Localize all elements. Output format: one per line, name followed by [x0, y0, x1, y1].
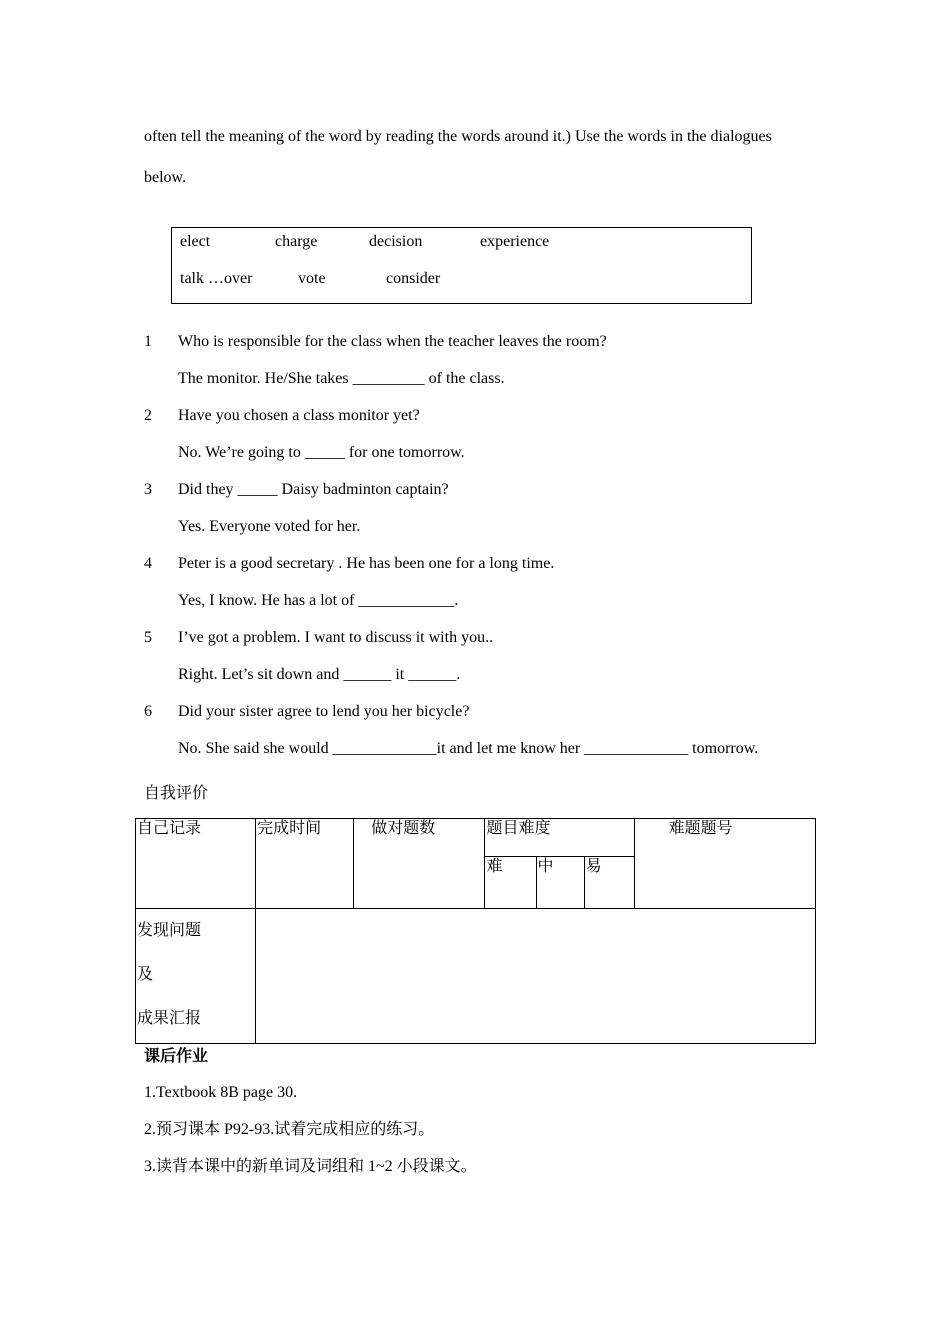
- question-1-answer: The monitor. He/She takes _________ of the class.: [178, 370, 505, 387]
- cell-hard-question-numbers: 难题题号: [634, 819, 815, 909]
- word-elect: elect: [180, 233, 211, 250]
- question-6-number: 6: [144, 703, 152, 720]
- cell-difficulty: 题目难度: [485, 819, 634, 857]
- question-3-number: 3: [144, 481, 152, 498]
- self-eval-heading: 自我评价: [144, 785, 209, 802]
- question-4-number: 4: [144, 555, 152, 572]
- problems-label-1: 发现问题: [137, 922, 202, 940]
- word-box: [171, 227, 752, 304]
- question-5-text: I’ve got a problem. I want to discuss it with you..: [178, 629, 494, 646]
- question-1-number: 1: [144, 333, 152, 350]
- question-1-text: Who is responsible for the class when the teacher leaves the room?: [178, 333, 607, 350]
- question-5-number: 5: [144, 629, 152, 646]
- word-experience: experience: [480, 233, 550, 250]
- question-2-text: Have you chosen a class monitor yet?: [178, 407, 420, 424]
- self-eval-table: [135, 818, 816, 1044]
- question-6-text: Did your sister agree to lend you her bicycle?: [178, 703, 470, 720]
- question-5-answer: Right. Let’s sit down and ______ it ______.: [178, 666, 461, 683]
- word-talk-over: talk …over: [180, 270, 253, 287]
- cell-self-record: 自己记录: [136, 819, 256, 909]
- question-2-answer: No. We’re going to _____ for one tomorrow.: [178, 444, 465, 461]
- cell-difficulty-medium: 中: [536, 857, 584, 909]
- question-3-text: Did they _____ Daisy badminton captain?: [178, 481, 449, 498]
- question-6-answer: No. She said she would _____________it and let me know her _____________ tomorrow.: [178, 740, 759, 757]
- question-3-answer: Yes. Everyone voted for her.: [178, 518, 361, 535]
- intro-line-2: below.: [144, 169, 187, 186]
- question-2-number: 2: [144, 407, 152, 424]
- problems-label-3: 成果汇报: [137, 1010, 202, 1028]
- intro-line-1: often tell the meaning of the word by reading the words around it.) Use the words in the dialogues: [144, 128, 772, 145]
- problems-label-2: 及: [137, 966, 154, 984]
- cell-difficulty-easy: 易: [584, 857, 634, 909]
- cell-completion-time: 完成时间: [256, 819, 354, 909]
- word-decision: decision: [369, 233, 423, 250]
- homework-heading: 课后作业: [144, 1048, 209, 1065]
- word-consider: consider: [386, 270, 441, 287]
- homework-item-2: 2.预习课本 P92-93.试着完成相应的练习。: [144, 1121, 435, 1138]
- homework-item-3: 3.读背本课中的新单词及词组和 1~2 小段课文。: [144, 1158, 477, 1175]
- cell-difficulty-hard: 难: [485, 857, 536, 909]
- cell-problems-report: [136, 909, 256, 1044]
- question-4-answer: Yes, I know. He has a lot of ____________.: [178, 592, 459, 609]
- cell-correct-count: 做对题数: [354, 819, 485, 909]
- word-vote: vote: [298, 270, 326, 287]
- homework-item-1: 1.Textbook 8B page 30.: [144, 1084, 298, 1101]
- cell-problems-content: [256, 909, 816, 1044]
- word-charge: charge: [275, 233, 318, 250]
- question-4-text: Peter is a good secretary . He has been one for a long time.: [178, 555, 555, 572]
